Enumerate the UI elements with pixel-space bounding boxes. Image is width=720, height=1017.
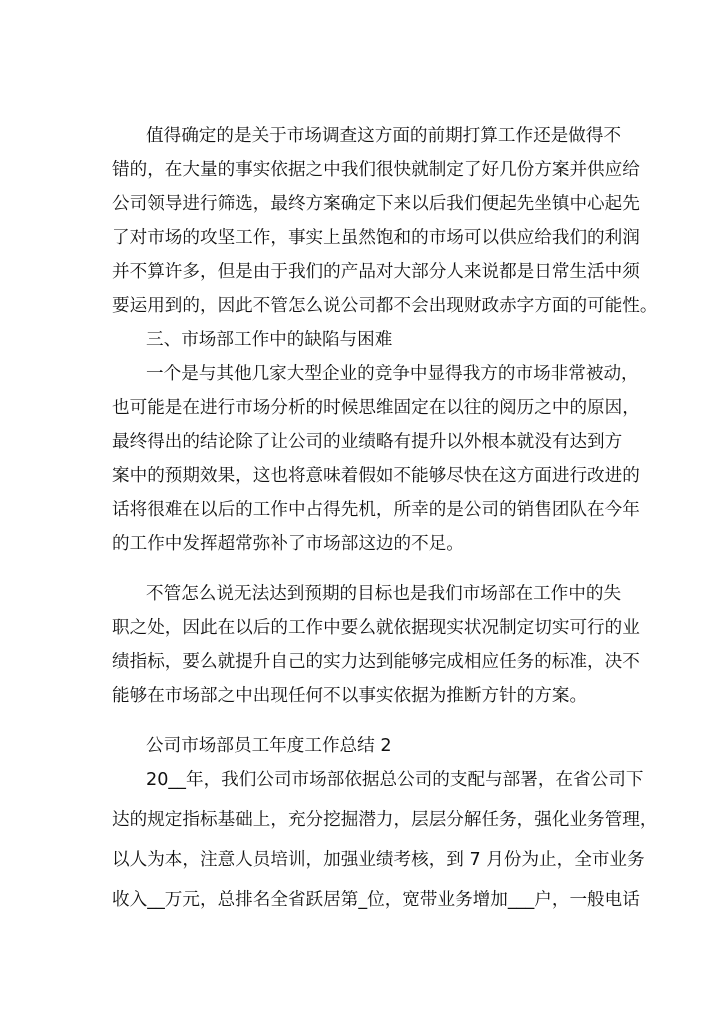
article-title: 公司市场部员工年度工作总结 2: [146, 736, 392, 756]
paragraph-4-line: 以人为本，注意人员培训，加强业绩考核，到 7 月份为止，全市业务: [112, 850, 645, 870]
paragraph-4-line: 达的规定指标基础上，充分挖掘潜力，层层分解任务，强化业务管理，: [112, 810, 658, 830]
paragraph-1-line: 要运用到的，因此不管怎么说公司都不会出现财政赤字方面的可能性。: [112, 296, 658, 316]
paragraph-3-line: 能够在市场部之中出现任何不以事实依据为推断方针的方案。: [112, 686, 588, 706]
paragraph-1-line: 并不算许多，但是由于我们的产品对大部分人来说都是日常生活中须: [112, 262, 640, 282]
paragraph-1-line: 公司领导进行筛选，最终方案确定下来以后我们便起先坐镇中心起先: [112, 194, 640, 214]
paragraph-2-line: 案中的预期效果，这也将意味着假如不能够尽快在这方面进行改进的: [112, 466, 640, 486]
paragraph-2-line: 一个是与其他几家大型企业的竞争中显得我方的市场非常被动，: [146, 364, 639, 384]
paragraph-3-line: 不管怎么说无法达到预期的目标也是我们市场部在工作中的失: [146, 584, 622, 604]
paragraph-1-line: 值得确定的是关于市场调查这方面的前期打算工作还是做得不: [146, 126, 622, 146]
paragraph-4-line: 20__年，我们公司市场部依据总公司的支配与部署，在省公司下: [146, 770, 644, 790]
paragraph-3-line: 职之处，因此在以后的工作中要么就依据现实状况制定切实可行的业: [112, 618, 640, 638]
paragraph-3-line: 绩指标，要么就提升自己的实力达到能够完成相应任务的标准，决不: [112, 652, 640, 672]
paragraph-4-line: 收入__万元，总排名全省跃居第_位，宽带业务增加___户，一般电话: [112, 890, 640, 910]
paragraph-2-line: 也可能是在进行市场分析的时候思维固定在以往的阅历之中的原因，: [112, 398, 640, 418]
paragraph-1-line: 了对市场的攻坚工作，事实上虽然饱和的市场可以供应给我们的利润: [112, 228, 640, 248]
paragraph-1-line: 错的，在大量的事实依据之中我们很快就制定了好几份方案并供应给: [112, 160, 640, 180]
paragraph-2-line: 最终得出的结论除了让公司的业绩略有提升以外根本就没有达到方: [112, 432, 623, 452]
paragraph-2-line: 的工作中发挥超常弥补了市场部这边的不足。: [112, 534, 464, 554]
section-heading: 三、市场部工作中的缺陷与困难: [146, 330, 393, 350]
paragraph-2-line: 话将很难在以后的工作中占得先机，所幸的是公司的销售团队在今年: [112, 500, 640, 520]
